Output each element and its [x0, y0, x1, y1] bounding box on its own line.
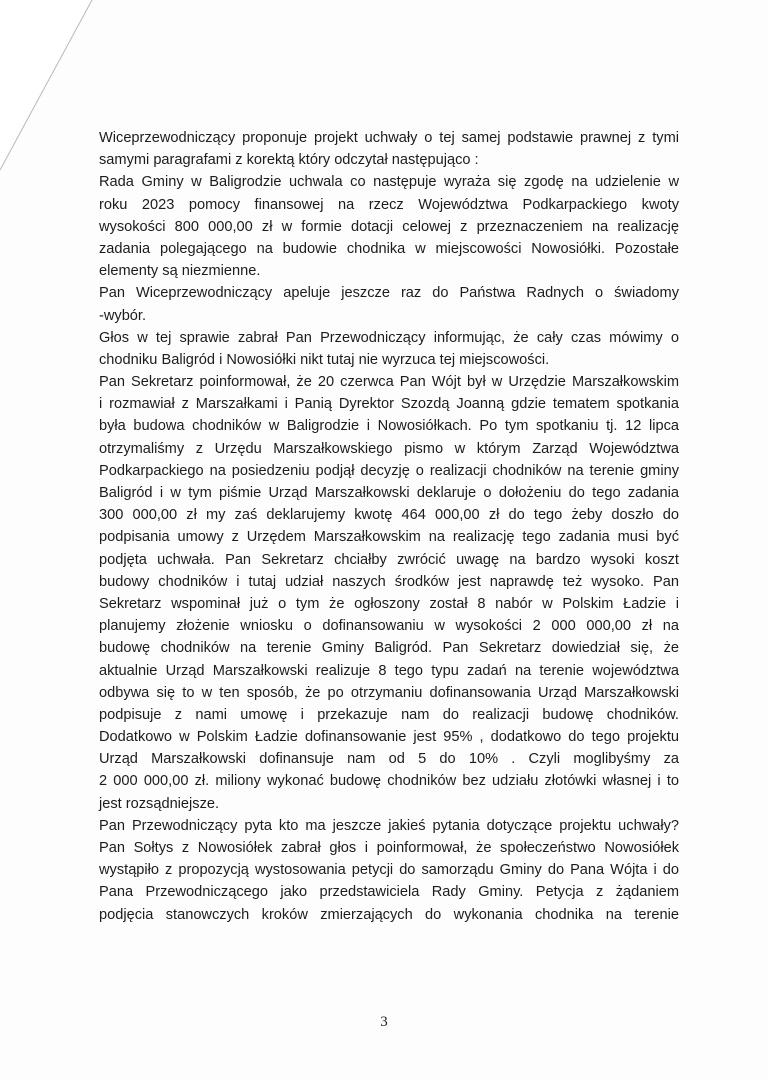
text-line: Rada Gminy w Baligrodzie uchwala co następuje wyraża się zgodę na udzielenie w	[99, 174, 679, 191]
text-line: podpisuje z nami umowę i przekazuje nam do realizacji budowę chodników.	[99, 706, 679, 723]
text-line: aktualnie Urząd Marszałkowski realizuje 8 tego typu zadań na terenie województwa	[99, 662, 679, 679]
text-line: Pan Wiceprzewodniczący apeluje jeszcze raz do Państwa Radnych o świadomy	[99, 285, 679, 302]
text-line: elementy są niezmienne.	[99, 263, 261, 280]
text-line: planujemy złożenie wniosku o dofinansowaniu w wysokości 2 000 000,00 zł na	[99, 618, 679, 635]
text-line: i rozmawiał z Marszałkami i Panią Dyrektor Szozdą Joanną gdzie tematem spotkania	[99, 396, 679, 413]
text-line: samymi paragrafami z korektą który odczytał następująco :	[99, 152, 479, 169]
text-line: wysokości 800 000,00 zł w formie dotacji celowej z przeznaczeniem na realizację	[99, 218, 679, 235]
text-line: Podkarpackiego na posiedzeniu podjął decyzję o realizacji chodników na terenie gminy	[99, 462, 679, 479]
page-number: 3	[380, 1014, 388, 1030]
text-line: otrzymaliśmy z Urzędu Marszałkowskiego pismo w którym Zarząd Województwa	[99, 440, 679, 457]
text-line: 300 000,00 zł my zaś deklarujemy kwotę 464 000,00 zł do tego żeby doszło do	[99, 507, 679, 524]
text-line: jest rozsądniejsze.	[99, 795, 220, 812]
text-line: Głos w tej sprawie zabrał Pan Przewodniczący informując, że cały czas mówimy o	[99, 329, 679, 346]
text-line: Pan Przewodniczący pyta kto ma jeszcze jakieś pytania dotyczące projektu uchwały?	[99, 817, 679, 834]
text-line: Urząd Marszałkowski dofinansuje nam od 5 do 10% . Czyli moglibyśmy za	[99, 751, 679, 768]
text-line: Pan Sekretarz poinformował, że 20 czerwca Pan Wójt był w Urzędzie Marszałkowskim	[99, 374, 679, 391]
text-line: Baligród i w tym piśmie Urząd Marszałkowski deklaruje o dołożeniu do tego zadania	[99, 485, 679, 501]
text-line: podjęcia stanowczych kroków zmierzających do wykonania chodnika na terenie	[99, 906, 679, 923]
text-line: podpisania umowy z Urzędem Marszałkowskim na realizację tego zadania musi być	[99, 529, 679, 546]
text-line: była budowa chodników w Baligrodzie i Nowosiółkach. Po tym spotkaniu tj. 12 lipca	[99, 418, 679, 435]
text-line: Wiceprzewodniczący proponuje projekt uchwały o tej samej podstawie prawnej z tymi	[99, 130, 679, 146]
document-body	[99, 127, 679, 926]
text-line: -wybór.	[99, 307, 147, 324]
text-line: chodniku Baligród i Nowosiółki nikt tutaj nie wyrzuca tej miejscowości.	[99, 351, 550, 368]
text-line: odbywa się to w ten sposób, że po otrzymaniu dofinansowania Urząd Marszałkowski	[99, 684, 679, 701]
text-line: budowy chodników i tutaj udział naszych środków jest naprawdę też wysoko. Pan	[99, 573, 679, 590]
text-line: Pana Przewodniczącego jako przedstawiciela Rady Gminy. Petycja z żądaniem	[99, 884, 679, 901]
text-line: Sekretarz wspominał już o tym że ogłoszony został 8 nabór w Polskim Ładzie i	[99, 595, 679, 612]
text-line: Pan Sołtys z Nowosiółek zabrał głos i poinformował, że społeczeństwo Nowosiółek	[99, 840, 679, 856]
text-line: wystąpiło z propozycją wystosowania petycji do samorządu Gminy do Pana Wójta i do	[99, 862, 679, 879]
text-line: podjęta uchwała. Pan Sekretarz chciałby zwrócić uwagę na bardzo wysoki koszt	[99, 551, 679, 568]
text-line: 2 000 000,00 zł. miliony wykonać budowę chodników bez udziału złotówki własnej i to	[99, 773, 679, 790]
text-line: Dodatkowo w Polskim Ładzie dofinansowanie jest 95% , dodatkowo do tego projektu	[99, 729, 679, 746]
text-line: budowę chodników na terenie Gminy Baligród. Pan Sekretarz dowiedział się, że	[99, 640, 679, 657]
text-line: zadania polegającego na budowie chodnika w miejscowości Nowosiółki. Pozostałe	[99, 240, 679, 257]
text-line: roku 2023 pomocy finansowej na rzecz Województwa Podkarpackiego kwoty	[99, 196, 679, 213]
